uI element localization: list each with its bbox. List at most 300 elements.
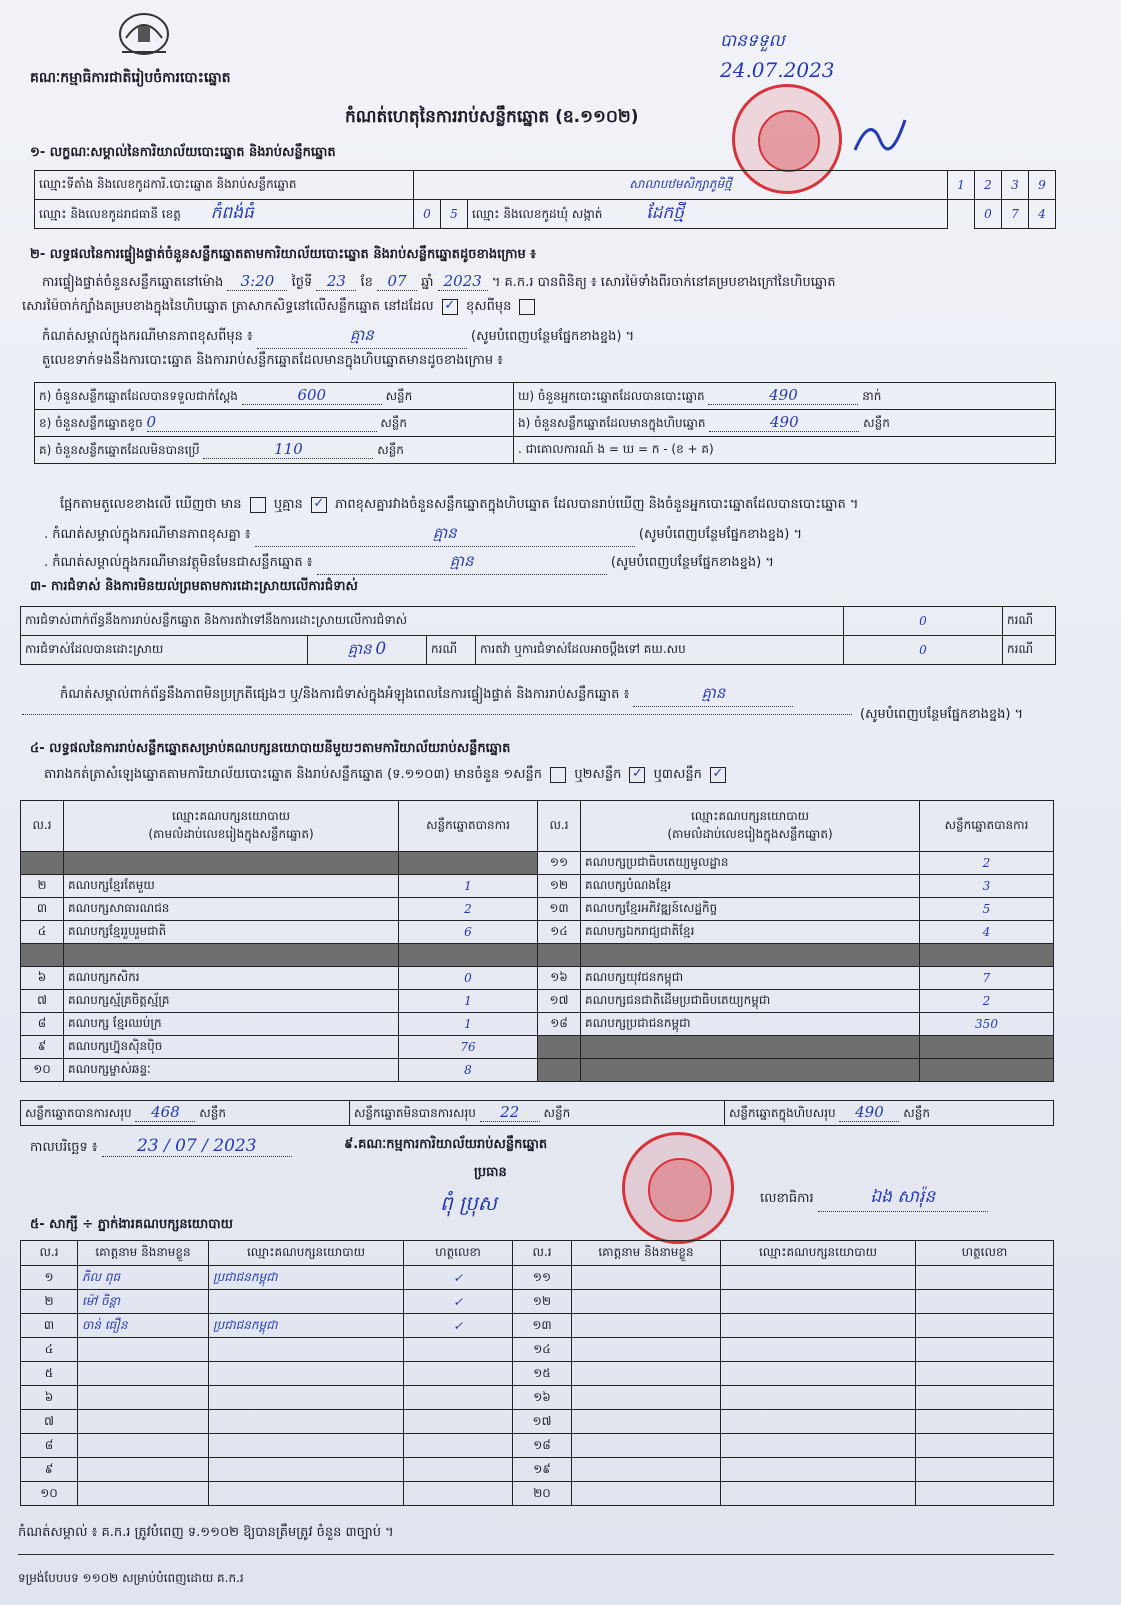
b-value: 0 [147, 413, 377, 432]
witness-no: ៦ [21, 1386, 78, 1410]
col-party-right-sub: (តាមលំដាប់លេខរៀងក្នុងសន្លឹកឆ្នោត) [667, 827, 833, 841]
w-col-no-right: ល.រ [513, 1241, 572, 1266]
party-no-left: ៧ [21, 990, 64, 1013]
irregularity-back: (សូមបំពេញបន្ថែមផ្នែកខាងខ្នង) ។ [860, 707, 1024, 722]
invalid-note-value: គ្មាន [317, 552, 607, 575]
party-no-left: ៨ [21, 1013, 64, 1036]
party-no-left: ៣ [21, 898, 64, 921]
result-row [21, 875, 1054, 898]
witness-party[interactable] [209, 1410, 404, 1434]
total-valid-cell [21, 1101, 350, 1126]
tally-sheet-line [44, 766, 730, 785]
w-col-no-left: ល.រ [21, 1241, 78, 1266]
b-unit: សន្លឹក [380, 416, 408, 430]
party-name-left: គណបក្សស្ម័គ្រចិត្តស្ម័គ្រ [64, 990, 399, 1013]
complaint-row1-unit: ករណី [1003, 607, 1056, 636]
witness-no-right: ១៧ [513, 1410, 572, 1434]
party-votes-right: 5 [920, 898, 1054, 921]
party-name-right [581, 1036, 920, 1059]
witness-party-right[interactable] [721, 1362, 916, 1386]
witness-row [21, 1314, 1054, 1338]
station-value: សាលាបឋមសិក្សាភូមិថ្មី [414, 171, 948, 200]
complaint-row2b-unit: ករណី [1003, 636, 1056, 665]
witness-no: ៥ [21, 1362, 78, 1386]
witness-signature[interactable]: ✓ [404, 1266, 513, 1290]
row-a [35, 383, 514, 410]
witness-party-right[interactable] [721, 1434, 916, 1458]
commune-label: ឈ្មោះ និងលេខកូដឃុំ សង្កាត់ [472, 206, 603, 221]
verify-time: 3:20 [227, 272, 287, 291]
party-no-right: ១១ [538, 852, 581, 875]
party-votes-right: 2 [920, 852, 1054, 875]
witness-row [21, 1434, 1054, 1458]
witness-signature-right[interactable] [916, 1314, 1054, 1338]
different-checkbox[interactable] [519, 299, 535, 315]
result-row [21, 921, 1054, 944]
party-name-right: គណបក្សជនជាតិដើមប្រជាធិបតេយ្យកម្ពុជា [581, 990, 920, 1013]
col-votes-right: សន្លឹកឆ្នោតបានការ [920, 801, 1054, 852]
party-votes-left: 76 [399, 1036, 538, 1059]
counting-committee: ៩.គណៈកម្មការការិយាល័យរាប់សន្លឹកឆ្នោត [344, 1137, 548, 1152]
witness-name[interactable] [78, 1386, 209, 1410]
complaint-row2-value: 0 [375, 638, 387, 659]
party-no-right: ១៤ [538, 921, 581, 944]
w-col-name-right: គោត្តនាម និងនាមខ្លួន [572, 1241, 721, 1266]
w-col-party-left: ឈ្មោះគណបក្សនយោបាយ [209, 1241, 404, 1266]
commune-code-2: 7 [1002, 200, 1029, 229]
figures-intro: តួលេខទាក់ទងនឹងការបោះឆ្នោត និងការរាប់សន្លឹកឆ្នោតដែលមានក្នុងហិបឆ្នោតមានដូចខាងក្រោម ៖ [42, 353, 503, 368]
col-votes-left: សន្លឹកឆ្នោតបានការ [399, 801, 538, 852]
one-sheet-checkbox[interactable] [550, 767, 566, 783]
signing-date: 23 / 07 / 2023 [102, 1136, 292, 1157]
col-no-left: ល.រ [21, 801, 64, 852]
party-name-right: គណបក្សឯករាជ្យជាតិខ្មែរ [581, 921, 920, 944]
witness-no: ១០ [21, 1482, 78, 1506]
party-name-left: គណបក្សខ្មែររួបរួមជាតិ [64, 921, 399, 944]
province-code-1: 0 [414, 200, 441, 229]
irregularity-rule [22, 714, 852, 715]
total-invalid-label: សន្លឹកឆ្នោតមិនបានការសរុប [354, 1106, 476, 1120]
party-votes-left: 1 [399, 1013, 538, 1036]
witness-name-right[interactable] [572, 1386, 721, 1410]
witness-name[interactable]: ម៉ៅ ចិន្តា [78, 1290, 209, 1314]
witness-no-right: ១៩ [513, 1458, 572, 1482]
complaint-row2-unit: ករណី [427, 636, 476, 665]
station-label: ឈ្មោះទីតាំង និងលេខកូដការិ.បោះឆ្នោត និងរាប់សន្លឹកឆ្នោត [35, 171, 414, 200]
station-code-4: 9 [1029, 171, 1056, 200]
result-row [21, 1013, 1054, 1036]
witness-no-right: ១៤ [513, 1338, 572, 1362]
party-votes-left: 6 [399, 921, 538, 944]
c-label: គ) ចំនួនសន្លឹកឆ្នោតដែលមិនបានប្រើ [39, 443, 200, 457]
chair-signature: ពុំ ប្រុស [440, 1191, 497, 1215]
irregularity-label: កំណត់សម្គាល់ពាក់ព័ន្ធនឹងភាពមិនប្រក្រតីផ្សេងៗ ឬ/និងការជំទាស់ក្នុងអំឡុងពេលនៃការផ្ទៀងផ្ទាត់ និងការរាប់សន្លឹកឆ្នោត ៖ [60, 687, 630, 702]
same-checkbox[interactable]: ✓ [442, 299, 458, 315]
station-code-2: 2 [975, 171, 1002, 200]
witness-no-right: ២០ [513, 1482, 572, 1506]
province-code-2: 5 [441, 200, 468, 229]
w-col-sign-left: ហត្ថលេខា [404, 1241, 513, 1266]
witness-signature[interactable] [404, 1410, 513, 1434]
seal-check-line [22, 298, 539, 317]
witness-party[interactable]: ប្រជាជនកម្ពុជា [209, 1314, 404, 1338]
result-row [21, 967, 1054, 990]
witness-no: ៤ [21, 1338, 78, 1362]
party-no-left: ១០ [21, 1059, 64, 1082]
difference-check-line [60, 496, 858, 515]
witness-name[interactable]: ចាន់ ធឿន [78, 1314, 209, 1338]
royal-emblem-icon [112, 8, 176, 60]
party-votes-left: 0 [399, 967, 538, 990]
party-no-right [538, 944, 581, 967]
witness-row [21, 1362, 1054, 1386]
complaint-row2b-label: ការតវ៉ា ឬការជំទាស់ដែលអាចប្តឹងទៅ គឃ.សប [476, 636, 844, 665]
signing-date-line [30, 1136, 292, 1158]
witness-signature-right[interactable] [916, 1410, 1054, 1434]
diff-note-value: គ្មាន [255, 524, 635, 547]
station-code-1: 1 [948, 171, 975, 200]
d-label: ឃ) ចំនួនអ្នកបោះឆ្នោតដែលបានបោះឆ្នោត [518, 389, 705, 403]
verify-day: 23 [316, 272, 356, 291]
party-votes-left [399, 944, 538, 967]
party-name-left: គណបក្ស ខ្មែរឈប់ក្រ [64, 1013, 399, 1036]
witness-row [21, 1410, 1054, 1434]
witness-signature[interactable] [404, 1386, 513, 1410]
witness-signature-right[interactable] [916, 1362, 1054, 1386]
different-label: ខុសពីមុន [465, 299, 512, 314]
party-name-left: គណបក្សម្ចាស់ឆន្ទៈ [64, 1059, 399, 1082]
witness-no: ៣ [21, 1314, 78, 1338]
witness-name-right[interactable] [572, 1290, 721, 1314]
party-no-right: ១២ [538, 875, 581, 898]
total-box-unit: សន្លឹក [903, 1106, 930, 1120]
total-valid: 468 [135, 1103, 195, 1122]
row-e [514, 410, 1056, 437]
witness-name-right[interactable] [572, 1434, 721, 1458]
d-value: 490 [708, 386, 858, 405]
tally-intro: តារាងកត់ត្រាសំឡេងឆ្នោតតាមការិយាល័យបោះឆ្នោត និងរាប់សន្លឹកឆ្នោត (ទ.១១០៣) មានចំនួន ១សន្លឹក [44, 767, 543, 782]
verify-year: 2023 [438, 272, 488, 291]
witness-signature-right[interactable] [916, 1290, 1054, 1314]
difference-note-back: (សូមបំពេញបន្ថែមផ្នែកខាងខ្នង) ។ [471, 329, 635, 344]
a-value: 600 [242, 386, 382, 405]
seal-check-text: សោរម៉ៃចាក់ក្បាំងគម្របខាងក្នុងនៃហិបឆ្នោត ត្រាសាកសិទ្ធនៅលើសន្លឹកឆ្នោត នៅដដែល [22, 299, 434, 314]
irregularity-value: គ្មាន [633, 684, 793, 707]
committee-stamp [622, 1132, 734, 1244]
witness-signature-right[interactable] [916, 1386, 1054, 1410]
a-label: ក) ចំនួនសន្លឹកឆ្នោតដែលបានទទួលជាក់ស្តែង [39, 389, 238, 403]
party-no-left: ៦ [21, 967, 64, 990]
witness-party-right[interactable] [721, 1386, 916, 1410]
w-col-name-left: គោត្តនាម និងនាមខ្លួន [78, 1241, 209, 1266]
party-no-left [21, 852, 64, 875]
witness-party[interactable] [209, 1434, 404, 1458]
station-table [34, 170, 1056, 229]
party-votes-right [920, 1059, 1054, 1082]
witness-name-right[interactable] [572, 1482, 721, 1506]
witness-party-right[interactable] [721, 1482, 916, 1506]
witness-signature-right[interactable] [916, 1458, 1054, 1482]
witness-name[interactable] [78, 1434, 209, 1458]
party-no-right: ១៨ [538, 1013, 581, 1036]
results-body [21, 852, 1054, 1082]
committee-name: គណៈកម្មាធិការជាតិរៀបចំការបោះឆ្នោត [30, 70, 231, 86]
result-row [21, 1036, 1054, 1059]
signing-date-label: កាលបរិច្ឆេទ ៖ [30, 1140, 98, 1155]
witness-row [21, 1458, 1054, 1482]
total-invalid: 22 [480, 1103, 540, 1122]
witness-name[interactable] [78, 1482, 209, 1506]
col-party-right-title: ឈ្មោះគណបក្សនយោបាយ [690, 809, 810, 823]
two-sheet-checkbox[interactable]: ✓ [629, 767, 645, 783]
complaint-row2b-value: 0 [844, 636, 1003, 665]
no-difference-checkbox[interactable]: ✓ [311, 497, 327, 513]
w-col-sign-right: ហត្ថលេខា [916, 1241, 1054, 1266]
witness-signature[interactable]: ✓ [404, 1314, 513, 1338]
complaint-row1-value: 0 [844, 607, 1003, 636]
station-code-3: 3 [1002, 171, 1029, 200]
party-name-right: គណបក្សប្រជាធិបតេយ្យមូលដ្ឋាន [581, 852, 920, 875]
province-label-text: ឈ្មោះ និងលេខកូដរាជធានី ខេត្ត [39, 206, 181, 221]
received-date: 24.07.2023 [720, 58, 835, 82]
witness-name-right[interactable] [572, 1266, 721, 1290]
witness-signature[interactable]: ✓ [404, 1290, 513, 1314]
party-votes-left: 8 [399, 1059, 538, 1082]
party-name-left [64, 944, 399, 967]
e-unit: សន្លឹក [863, 416, 890, 430]
signature-icon [850, 110, 910, 160]
total-invalid-unit: សន្លឹក [543, 1106, 571, 1120]
witness-row [21, 1290, 1054, 1314]
result-row [21, 852, 1054, 875]
party-votes-right [920, 1036, 1054, 1059]
witness-name-right[interactable] [572, 1458, 721, 1482]
col-party-left-title: ឈ្មោះគណបក្សនយោបាយ [171, 809, 291, 823]
complaints-table [20, 606, 1056, 665]
section5-heading: ៥- សាក្សី ÷ ភ្នាក់ងារគណបក្សនយោបាយ [30, 1217, 233, 1232]
three-sheet-label: ឬ៣សន្លឹក [653, 767, 702, 782]
witness-party[interactable] [209, 1386, 404, 1410]
difference-note-value: គ្មាន [257, 326, 467, 349]
witness-party-right[interactable] [721, 1314, 916, 1338]
witness-party-right[interactable] [721, 1410, 916, 1434]
party-name-right [581, 944, 920, 967]
province-label [35, 200, 414, 229]
footnote: កំណត់សម្គាល់ ៖ គ.ក.រ ត្រូវបំពេញ ទ.១១០២ ឱ្យបានត្រឹមត្រូវ ចំនួន ៣ច្បាប់ ។ [18, 1525, 394, 1540]
witness-party-right[interactable] [721, 1338, 916, 1362]
result-row [21, 898, 1054, 921]
invalid-note-back: (សូមបំពេញបន្ថែមផ្នែកខាងខ្នង) ។ [610, 555, 774, 570]
secretary-signature: ឯង សារ៉ុន [818, 1186, 988, 1212]
invalid-note-label: . កំណត់សម្គាល់ក្នុងករណីមានវត្ថុមិនមែនជាសន្លឹកឆ្នោត ៖ [44, 555, 313, 570]
row-d [514, 383, 1056, 410]
witness-party[interactable]: ប្រជាជនកម្ពុជា [209, 1266, 404, 1290]
commune-value: ដែកថ្មី [646, 202, 684, 223]
result-row [21, 990, 1054, 1013]
complaint-row1-label: ការជំទាស់ពាក់ព័ន្ធនឹងការរាប់សន្លឹកឆ្នោត និងការតវ៉ាទៅនឹងការដោះស្រាយលើការជំទាស់ [21, 607, 844, 636]
e-label: ង) ចំនួនសន្លឹកឆ្នោតដែលមានក្នុងហិបឆ្នោត [518, 416, 706, 430]
witness-party[interactable] [209, 1338, 404, 1362]
verify-month: 07 [377, 272, 417, 291]
witness-party[interactable] [209, 1362, 404, 1386]
total-box: 490 [839, 1103, 899, 1122]
witness-row [21, 1482, 1054, 1506]
section1-heading: ១- លក្ខណៈសម្គាល់នៃការិយាល័យបោះឆ្នោត និងរាប់សន្លឹកឆ្នោត [30, 145, 336, 160]
form-title: កំណត់ហេតុនៃការរាប់សន្លឹកឆ្នោត (ឧ.១១០២) [345, 107, 639, 127]
check-tail: ភាពខុសគ្នារវាងចំនួនសន្លឹកឆ្នោតក្នុងហិបឆ្នោត ដែលបានរាប់ឃើញ និងចំនួនអ្នកបោះឆ្នោតដែលបានបោះឆ្នោត ។ [335, 497, 859, 512]
witness-name[interactable]: ភិល ពុធ [78, 1266, 209, 1290]
witness-no-right: ១២ [513, 1290, 572, 1314]
party-no-right [538, 1036, 581, 1059]
party-no-right: ១៧ [538, 990, 581, 1013]
two-sheet-label: ឬ២សន្លឹក [574, 767, 622, 782]
witness-party[interactable] [209, 1482, 404, 1506]
witness-name-right[interactable] [572, 1410, 721, 1434]
total-invalid-cell [350, 1101, 725, 1126]
witness-signature-right[interactable] [916, 1266, 1054, 1290]
witness-signature-right[interactable] [916, 1482, 1054, 1506]
party-name-left: គណបក្សហ្វ៊ុនស៊ិនប៉ិច [64, 1036, 399, 1059]
party-votes-left: 2 [399, 898, 538, 921]
col-party-left [64, 801, 399, 852]
results-table [20, 800, 1054, 1082]
result-row [21, 944, 1054, 967]
party-no-right: ១៣ [538, 898, 581, 921]
witness-name-right[interactable] [572, 1362, 721, 1386]
witness-no: ៩ [21, 1458, 78, 1482]
witness-body [21, 1266, 1054, 1506]
witness-party-right[interactable] [721, 1266, 916, 1290]
witness-row [21, 1386, 1054, 1410]
section4-heading: ៤- លទ្ធផលនៃការរាប់សន្លឹកឆ្នោតសម្រាប់គណបក្សនយោបាយនីមួយៗតាមការិយាល័យរាប់សន្លឹកឆ្នោត [30, 741, 511, 756]
party-no-left: ២ [21, 875, 64, 898]
difference-note-label: កំណត់សម្គាល់ក្នុងករណីមានភាពខុសពីមុន ៖ [42, 329, 253, 344]
party-votes-right: 2 [920, 990, 1054, 1013]
witness-no: ៨ [21, 1434, 78, 1458]
row-c [35, 437, 514, 464]
witness-signature[interactable] [404, 1434, 513, 1458]
party-no-right [538, 1059, 581, 1082]
received-note: បានទទួល [720, 31, 785, 51]
party-no-right: ១៦ [538, 967, 581, 990]
party-votes-right [920, 944, 1054, 967]
witness-name[interactable] [78, 1458, 209, 1482]
section3-heading: ៣- ការជំទាស់ និងការមិនយល់ព្រមតាមការដោះស្រាយលើការជំទាស់ [30, 579, 358, 594]
secretary-line [760, 1186, 988, 1212]
figures-table [34, 382, 1056, 464]
col-party-right [581, 801, 920, 852]
witness-party[interactable] [209, 1458, 404, 1482]
party-name-left: គណបក្សសាធារណជន [64, 898, 399, 921]
party-name-right [581, 1059, 920, 1082]
party-name-right: គណបក្សខ្មែរអភិវឌ្ឍន៍សេដ្ឋកិច្ច [581, 898, 920, 921]
party-name-left [64, 852, 399, 875]
w-col-party-right: ឈ្មោះគណបក្សនយោបាយ [721, 1241, 916, 1266]
secretary-label: លេខាធិការ [760, 1191, 814, 1206]
verify-line-tail: ។ គ.ក.រ បានពិនិត្យ ៖ សោរម៉ៃទាំងពីរចាក់នៅគម្របខាងក្រៅនៃហិបឆ្នោត [491, 275, 836, 290]
party-name-left: គណបក្សខ្មែរតែមួយ [64, 875, 399, 898]
check-none-label: ឬគ្មាន [273, 497, 303, 512]
col-party-left-sub: (តាមលំដាប់លេខរៀងក្នុងសន្លឹកឆ្នោត) [148, 827, 314, 841]
result-row [21, 1059, 1054, 1082]
witness-table [20, 1240, 1054, 1506]
verify-year-label: ឆ្នាំ [421, 275, 434, 290]
witness-party-right[interactable] [721, 1458, 916, 1482]
party-votes-right: 4 [920, 921, 1054, 944]
has-difference-checkbox[interactable] [250, 497, 266, 513]
footer-rule [18, 1554, 1054, 1555]
c-unit: សន្លឹក [377, 443, 404, 457]
diff-note-back: (សូមបំពេញបន្ថែមផ្នែកខាងខ្នង) ។ [638, 527, 803, 542]
party-votes-left: 1 [399, 875, 538, 898]
witness-name-right[interactable] [572, 1314, 721, 1338]
commune-code-1: 0 [975, 200, 1002, 229]
total-box-cell [725, 1101, 1054, 1126]
row-b [35, 410, 514, 437]
witness-name[interactable] [78, 1338, 209, 1362]
witness-no: ១ [21, 1266, 78, 1290]
witness-no-right: ១១ [513, 1266, 572, 1290]
witness-signature[interactable] [404, 1338, 513, 1362]
col-no-right: ល.រ [538, 801, 581, 852]
witness-signature[interactable] [404, 1482, 513, 1506]
witness-party[interactable] [209, 1290, 404, 1314]
witness-no-right: ១៣ [513, 1314, 572, 1338]
witness-name[interactable] [78, 1410, 209, 1434]
party-no-left: ៤ [21, 921, 64, 944]
chair-label: ប្រធាន [474, 1165, 507, 1180]
party-votes-left: 1 [399, 990, 538, 1013]
party-name-right: គណបក្សប្រជាជនកម្ពុជា [581, 1013, 920, 1036]
commune-code-3: 4 [1029, 200, 1056, 229]
province-value: កំពង់ធំ [210, 202, 254, 223]
witness-no-right: ១៦ [513, 1386, 572, 1410]
witness-name[interactable] [78, 1362, 209, 1386]
diff-note-line [44, 524, 802, 547]
witness-signature-right[interactable] [916, 1434, 1054, 1458]
party-votes-right: 7 [920, 967, 1054, 990]
total-box-label: សន្លឹកឆ្នោតក្នុងហិបសរុប [729, 1106, 836, 1120]
witness-signature[interactable] [404, 1458, 513, 1482]
witness-row [21, 1266, 1054, 1290]
witness-no: ៧ [21, 1410, 78, 1434]
witness-party-right[interactable] [721, 1290, 916, 1314]
irregularity-note [60, 684, 793, 707]
diff-note-label: . កំណត់សម្គាល់ក្នុងករណីមានភាពខុសគ្នា ៖ [44, 527, 251, 542]
witness-name-right[interactable] [572, 1338, 721, 1362]
party-name-right: គណបក្សបំណងខ្មែរ [581, 875, 920, 898]
a-unit: សន្លឹក [385, 389, 413, 403]
d-unit: នាក់ [862, 389, 882, 403]
section2-heading: ២- លទ្ធផលនៃការផ្ទៀងផ្ទាត់ចំនួនសន្លឹកឆ្នោតតាមការិយាល័យបោះឆ្នោត និងរាប់សន្លឹកឆ្នោតដូចខាងក្រោម ៖ [30, 247, 536, 262]
witness-signature[interactable] [404, 1362, 513, 1386]
check-has-label: ផ្អែកតាមតួលេខខាងលើ ឃើញថា មាន [60, 497, 242, 512]
verify-time-label: ការផ្ទៀងផ្ទាត់ចំនួនសន្លឹកឆ្នោតនៅម៉ោង [42, 275, 224, 290]
three-sheet-checkbox[interactable]: ✓ [710, 767, 726, 783]
formula: . ជាគោលការណ៍ ង = ឃ = ក - (ខ + គ) [514, 437, 1056, 464]
c-value: 110 [203, 440, 373, 459]
witness-signature-right[interactable] [916, 1338, 1054, 1362]
complaint-row2-value-cell [308, 636, 427, 665]
verify-day-label: ថ្ងៃទី [291, 275, 313, 290]
verify-month-label: ខែ [360, 275, 373, 290]
party-no-left [21, 944, 64, 967]
form-footer: ទម្រង់បែបបទ ១១០២ សម្រាប់បំពេញដោយ គ.ក.រ [18, 1571, 244, 1585]
invalid-note-line [44, 552, 774, 575]
party-votes-right: 350 [920, 1013, 1054, 1036]
complaint-row2-label: ការជំទាស់ដែលបានដោះស្រាយ [21, 636, 308, 665]
party-votes-left [399, 852, 538, 875]
